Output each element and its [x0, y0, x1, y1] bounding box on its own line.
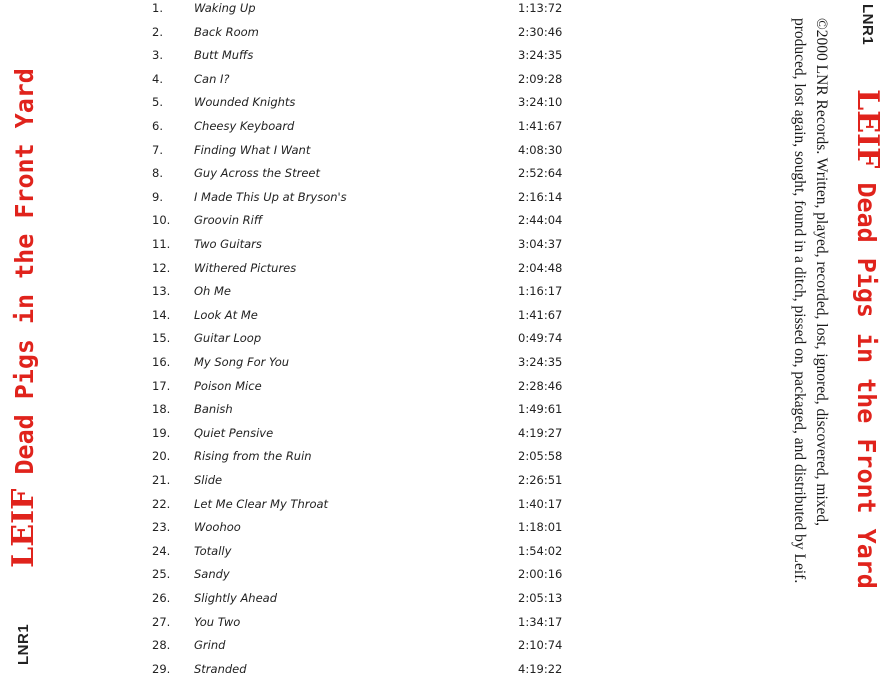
track-number: 29. — [152, 661, 171, 676]
left-spine — [0, 0, 46, 687]
track-row — [150, 305, 590, 325]
track-row — [150, 45, 590, 65]
track-row — [150, 517, 590, 537]
track-title: Wounded Knights — [194, 95, 296, 110]
track-title: Banish — [194, 402, 233, 417]
track-row — [150, 22, 590, 42]
track-row — [150, 187, 590, 207]
track-row — [150, 423, 590, 443]
track-duration: 2:04:48 — [518, 260, 563, 275]
track-row — [150, 564, 590, 584]
track-title: Slightly Ahead — [194, 591, 278, 605]
track-duration: 1:34:17 — [518, 614, 563, 629]
track-row — [150, 69, 590, 89]
track-duration: 1:40:17 — [518, 496, 563, 511]
track-title: Stranded — [194, 661, 247, 676]
track-title: You Two — [194, 614, 241, 629]
track-title: Poison Mice — [194, 378, 262, 393]
track-row — [150, 635, 590, 655]
track-row — [150, 588, 590, 608]
track-number: 14. — [152, 307, 171, 322]
track-duration: 1:18:01 — [518, 520, 563, 535]
credits-line-1: ©2000 LNR Records. Written, played, recorded, lost, ignored, discovered, mixed, — [813, 18, 830, 527]
track-number: 18. — [152, 402, 171, 417]
track-row — [150, 140, 590, 160]
track-row — [150, 541, 590, 561]
track-title: I Made This Up at Bryson's — [194, 189, 347, 204]
track-number: 17. — [152, 378, 171, 393]
track-row — [150, 399, 590, 419]
track-list — [150, 0, 590, 687]
track-number: 16. — [152, 355, 171, 369]
track-number: 4. — [152, 71, 163, 86]
track-number: 5. — [152, 95, 163, 110]
track-number: 12. — [152, 260, 171, 275]
credits-line-2: produced, lost again, sought, found in a ditch, pissed on, packaged, and distributed by Leif. — [791, 18, 808, 584]
track-title: My Song For You — [194, 355, 290, 369]
track-row — [150, 258, 590, 278]
track-duration: 2:09:28 — [518, 71, 563, 86]
track-row — [150, 116, 590, 136]
track-number: 8. — [152, 166, 163, 181]
track-duration: 1:13:72 — [518, 1, 563, 15]
track-title: Oh Me — [194, 284, 231, 299]
track-title: Slide — [194, 473, 223, 487]
track-duration: 2:28:46 — [518, 378, 563, 393]
track-row — [150, 0, 590, 18]
track-number: 28. — [152, 638, 171, 653]
spine-title-left — [6, 68, 41, 568]
track-duration: 0:49:74 — [518, 331, 563, 346]
track-duration: 2:30:46 — [518, 24, 563, 39]
track-duration: 1:41:67 — [518, 307, 563, 322]
track-number: 27. — [152, 614, 171, 629]
album-title-right: Dead Pigs in the Front Yard — [852, 182, 882, 589]
track-title: Guy Across the Street — [194, 166, 320, 181]
track-number: 6. — [152, 119, 163, 133]
track-duration: 1:41:67 — [518, 119, 563, 133]
track-title: Look At Me — [194, 307, 258, 322]
track-title: Butt Muffs — [194, 48, 254, 63]
track-title: Grind — [194, 638, 226, 653]
track-row — [150, 376, 590, 396]
track-duration: 2:05:58 — [518, 449, 563, 464]
track-duration: 1:16:17 — [518, 284, 563, 299]
track-title: Guitar Loop — [194, 331, 262, 346]
track-title: Finding What I Want — [194, 142, 311, 157]
spine-title-right — [851, 89, 886, 589]
track-row — [150, 163, 590, 183]
track-title: Can I? — [194, 71, 230, 86]
track-duration: 2:00:16 — [518, 567, 563, 582]
track-number: 26. — [152, 591, 171, 605]
track-number: 13. — [152, 284, 171, 299]
track-duration: 1:49:61 — [518, 402, 563, 417]
track-number: 11. — [152, 237, 171, 251]
track-duration: 1:54:02 — [518, 543, 563, 558]
track-duration: 2:52:64 — [518, 166, 563, 181]
track-duration: 4:08:30 — [518, 142, 563, 157]
track-number: 3. — [152, 48, 163, 63]
track-number: 25. — [152, 567, 171, 582]
catalog-number-right: LNR1 — [859, 4, 877, 46]
track-number: 9. — [152, 189, 163, 204]
track-duration: 3:24:10 — [518, 95, 563, 110]
track-row — [150, 234, 590, 254]
track-number: 19. — [152, 425, 171, 440]
credits-block — [782, 0, 832, 687]
track-number: 7. — [152, 142, 163, 157]
track-title: Woohoo — [194, 520, 241, 535]
artist-name-right: LEIF — [850, 89, 886, 169]
track-title: Let Me Clear My Throat — [194, 496, 329, 511]
track-duration: 4:19:22 — [518, 661, 563, 676]
track-title: Two Guitars — [194, 237, 262, 251]
track-row — [150, 470, 590, 490]
track-title: Groovin Riff — [194, 213, 263, 228]
track-row — [150, 328, 590, 348]
track-number: 20. — [152, 449, 171, 464]
track-number: 22. — [152, 496, 171, 511]
track-row — [150, 612, 590, 632]
track-duration: 2:26:51 — [518, 473, 563, 487]
track-title: Rising from the Ruin — [194, 449, 312, 464]
track-title: Waking Up — [194, 1, 256, 15]
track-row — [150, 446, 590, 466]
catalog-number-left: LNR1 — [14, 623, 32, 665]
track-title: Quiet Pensive — [194, 425, 274, 440]
track-number: 15. — [152, 331, 171, 346]
track-number: 1. — [152, 1, 163, 15]
track-duration: 2:10:74 — [518, 638, 563, 653]
track-number: 2. — [152, 24, 163, 39]
track-title: Cheesy Keyboard — [194, 119, 295, 133]
track-duration: 3:24:35 — [518, 355, 563, 369]
track-row — [150, 281, 590, 301]
track-number: 21. — [152, 473, 171, 487]
track-row — [150, 352, 590, 372]
track-title: Back Room — [194, 24, 259, 39]
track-row — [150, 92, 590, 112]
track-duration: 2:44:04 — [518, 213, 563, 228]
track-row — [150, 210, 590, 230]
track-number: 24. — [152, 543, 171, 558]
right-spine — [845, 0, 891, 687]
artist-name-left: LEIF — [5, 488, 41, 568]
album-title-left: Dead Pigs in the Front Yard — [9, 68, 39, 475]
track-title: Totally — [194, 543, 232, 558]
track-duration: 2:05:13 — [518, 591, 563, 605]
track-title: Sandy — [194, 567, 230, 582]
track-row — [150, 494, 590, 514]
track-row — [150, 659, 590, 679]
track-duration: 3:24:35 — [518, 48, 563, 63]
track-duration: 4:19:27 — [518, 425, 563, 440]
track-duration: 2:16:14 — [518, 189, 563, 204]
track-title: Withered Pictures — [194, 260, 297, 275]
track-duration: 3:04:37 — [518, 237, 563, 251]
track-number: 10. — [152, 213, 171, 228]
track-number: 23. — [152, 520, 171, 535]
